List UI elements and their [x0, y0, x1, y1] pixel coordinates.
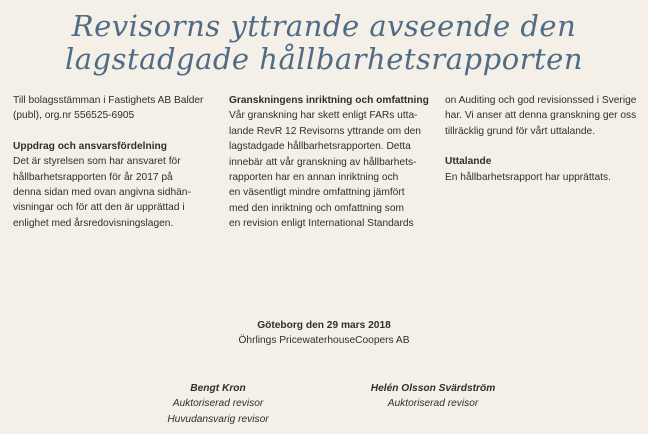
body-line: Vår granskning har skett enligt FARs utta-	[229, 110, 418, 122]
signature-block	[323, 381, 543, 412]
body-line: lande RevR 12 Revisorns yttrande om den	[229, 125, 421, 137]
place-date: Göteborg den 29 mars 2018	[257, 320, 391, 331]
body-line: hållbarhetsrapporten för år 2017 på	[13, 171, 173, 183]
addressee-line: (publ), org.nr 556525-6905	[13, 110, 135, 122]
place-and-firm	[0, 318, 648, 349]
page-title	[0, 10, 648, 76]
body-line: en revision enligt International Standards	[229, 218, 414, 230]
signatory-role: Auktoriserad revisor	[387, 398, 479, 410]
signature-block	[108, 381, 328, 427]
signatory-role: Huvudansvarig revisor	[167, 413, 269, 425]
column-2	[229, 93, 434, 232]
body-line: enlighet med årsredovisningslagen.	[13, 217, 174, 229]
body-line: med den inriktning och omfattning som	[229, 202, 404, 214]
body-line: rapporten har en annan inriktning och	[229, 172, 399, 184]
column-1	[13, 93, 213, 231]
body-line: Det är styrelsen som har ansvaret för	[13, 156, 181, 168]
body-line: lagstadgade hållbarhetsrapporten. Detta	[229, 141, 411, 153]
body-line: on Auditing och god revisionssed i Sverige	[445, 95, 637, 106]
column-3	[445, 93, 645, 185]
body-line: tillräcklig grund för vårt uttalande.	[445, 125, 596, 137]
body-line: denna sidan med ovan angivna sidhän-	[13, 187, 191, 199]
addressee-line: Till bolagsstämman i Fastighets AB Balder	[13, 95, 204, 106]
body-line: har. Vi anser att denna granskning ger oss	[445, 110, 637, 122]
section-heading-statement: Uttalande	[445, 156, 492, 168]
signatory-role: Auktoriserad revisor	[172, 398, 264, 410]
statement-text: En hållbarhetsrapport har upprättats.	[445, 171, 611, 183]
body-line: visningar och för att den är upprättad i	[13, 202, 185, 214]
section-heading-assignment: Uppdrag och ansvarsfördelning	[13, 140, 167, 152]
body-line: innebär att vår granskning av hållbarhets-	[229, 156, 417, 168]
signatory-name: Helén Olsson Svärdström	[370, 383, 496, 394]
title-line-2: lagstadgade hållbarhetsrapporten	[64, 42, 584, 76]
title-line-1: Revisorns yttrande avseende den	[71, 9, 577, 43]
section-heading-scope: Granskningens inriktning och omfattning	[229, 95, 429, 106]
firm-name: Öhrlings PricewaterhouseCoopers AB	[238, 335, 410, 347]
signatory-name: Bengt Kron	[190, 383, 246, 394]
body-line: en väsentligt mindre omfattning jämfört	[229, 187, 405, 199]
